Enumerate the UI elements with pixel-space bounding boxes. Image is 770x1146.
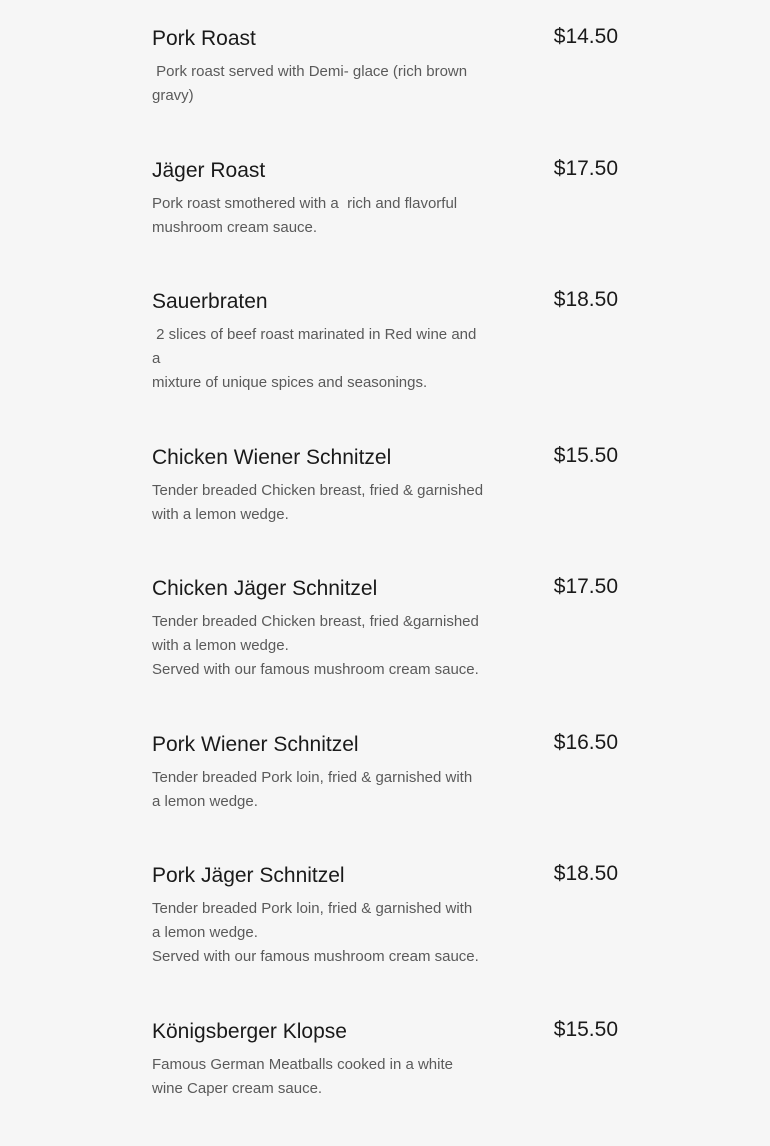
menu-item-price: $15.50 [553,444,618,467]
description-line: a lemon wedge. [152,924,258,941]
menu-item-price: $15.50 [553,1018,618,1041]
menu-item-price: $18.50 [553,288,618,311]
menu-item-price: $18.50 [553,862,618,885]
description-line: Served with our famous mushroom cream sauce. [152,661,479,678]
menu-item-price: $14.50 [553,25,618,48]
menu-item-name: Pork Wiener Schnitzel [152,733,359,756]
menu-item-description [152,60,492,108]
menu-item-price: $17.50 [553,575,618,598]
menu-item-description [152,766,492,814]
menu-item-name: Pork Roast [152,27,256,50]
description-line: Tender breaded Pork loin, fried & garnished with [152,900,473,917]
description-line: Pork roast smothered with a rich and flavorful [152,195,458,212]
menu-item-description [152,192,492,240]
menu-item-price: $16.50 [553,731,618,754]
menu-item-name: Pork Jäger Schnitzel [152,864,345,887]
description-line: Tender breaded Pork loin, fried & garnished with [152,769,473,786]
description-line: Tender breaded Chicken breast, fried & garnished [152,482,484,499]
menu-item-description [152,323,492,395]
description-line: Tender breaded Chicken breast, fried &garnished [152,613,479,630]
description-line: a [152,350,161,367]
menu-item-description [152,897,492,969]
menu-item-description [152,610,492,682]
menu-item-description [152,479,492,527]
description-line: Pork roast served with Demi- glace (rich brown [152,63,468,80]
menu-item-description [152,1053,492,1101]
menu-item-name: Jäger Roast [152,159,266,182]
description-line: with a lemon wedge. [152,637,289,654]
description-line: Served with our famous mushroom cream sauce. [152,948,479,965]
description-line: wine Caper cream sauce. [152,1080,323,1097]
menu-item-name: Königsberger Klopse [152,1020,347,1043]
menu-item-name: Chicken Jäger Schnitzel [152,577,378,600]
description-line: a lemon wedge. [152,793,258,810]
menu-item-name: Chicken Wiener Schnitzel [152,446,392,469]
description-line: Famous German Meatballs cooked in a white [152,1056,453,1073]
description-line: with a lemon wedge. [152,506,289,523]
description-line: 2 slices of beef roast marinated in Red wine and [152,326,477,343]
description-line: gravy) [152,87,194,104]
description-line: mushroom cream sauce. [152,219,318,236]
menu-item-name: Sauerbraten [152,290,268,313]
menu-item-price: $17.50 [553,157,618,180]
description-line: mixture of unique spices and seasonings. [152,374,428,391]
